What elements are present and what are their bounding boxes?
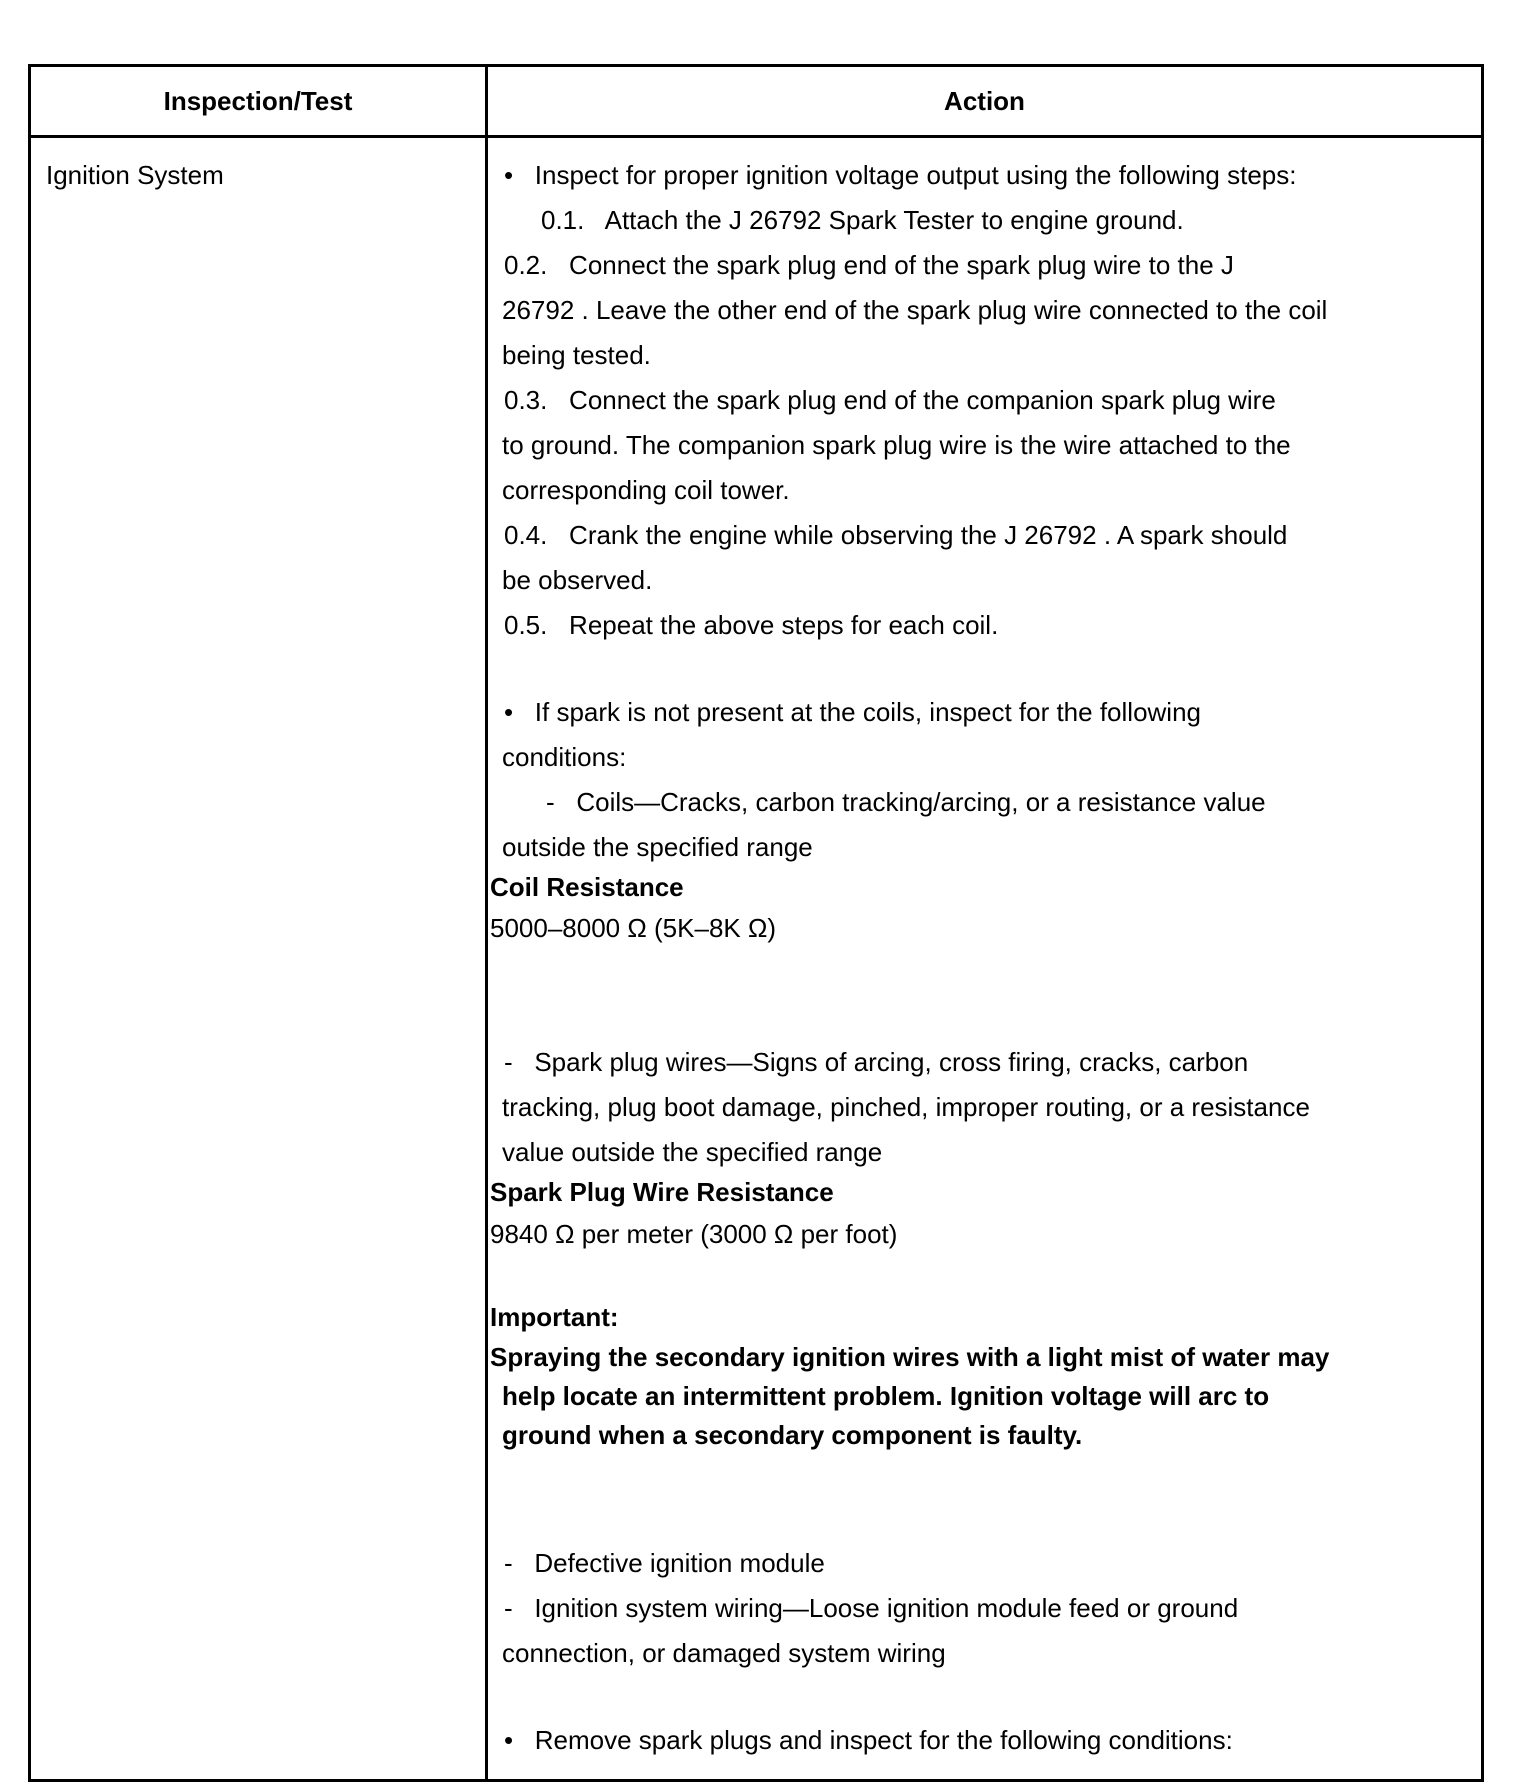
action-line: • If spark is not present at the coils, inspect for the following	[504, 697, 1201, 727]
coil-resistance-value: 5000–8000 Ω (5K–8K Ω)	[490, 913, 777, 943]
action-line: - Defective ignition module	[504, 1548, 825, 1578]
action-line: 0.4. Crank the engine while observing the J 26792 . A spark should	[504, 520, 1288, 550]
action-line: 0.5. Repeat the above steps for each coil.	[504, 610, 999, 640]
action-line: 0.2. Connect the spark plug end of the spark plug wire to the J	[504, 250, 1234, 280]
important-note: Spraying the secondary ignition wires with a light mist of water may	[490, 1342, 1330, 1372]
inspection-table	[28, 64, 1484, 1782]
wire-resistance-value: 9840 Ω per meter (3000 Ω per foot)	[490, 1219, 898, 1249]
action-line: 26792 . Leave the other end of the spark plug wire connected to the coil	[502, 295, 1328, 325]
inspection-cell: Ignition System	[46, 160, 224, 190]
action-line: 0.3. Connect the spark plug end of the companion spark plug wire	[504, 385, 1276, 415]
action-line: outside the specified range	[502, 832, 813, 862]
action-line: corresponding coil tower.	[502, 475, 790, 505]
action-line: • Remove spark plugs and inspect for the following conditions:	[504, 1725, 1233, 1755]
action-line: to ground. The companion spark plug wire is the wire attached to the	[502, 430, 1291, 460]
important-label: Important:	[490, 1302, 619, 1332]
action-line: be observed.	[502, 565, 653, 595]
action-line: being tested.	[502, 340, 651, 370]
important-note: ground when a secondary component is faulty.	[502, 1420, 1083, 1450]
important-note: help locate an intermittent problem. Ignition voltage will arc to	[502, 1381, 1270, 1411]
action-line: connection, or damaged system wiring	[502, 1638, 946, 1668]
action-line: 0.1. Attach the J 26792 Spark Tester to engine ground.	[541, 205, 1184, 235]
action-line: - Ignition system wiring—Loose ignition module feed or ground	[504, 1593, 1239, 1623]
column-divider	[485, 67, 488, 1782]
header-action: Action	[944, 85, 1025, 116]
action-line: conditions:	[502, 742, 627, 772]
action-line: - Spark plug wires—Signs of arcing, cross firing, cracks, carbon	[504, 1047, 1249, 1077]
header-inspection-test: Inspection/Test	[163, 85, 353, 116]
wire-resistance-label: Spark Plug Wire Resistance	[490, 1177, 834, 1207]
header-divider	[31, 135, 1481, 138]
action-line: value outside the specified range	[502, 1137, 883, 1167]
action-line: - Coils—Cracks, carbon tracking/arcing, or a resistance value	[546, 787, 1266, 817]
action-line: • Inspect for proper ignition voltage output using the following steps:	[504, 160, 1297, 190]
coil-resistance-label: Coil Resistance	[490, 872, 684, 902]
action-line: tracking, plug boot damage, pinched, improper routing, or a resistance	[502, 1092, 1310, 1122]
